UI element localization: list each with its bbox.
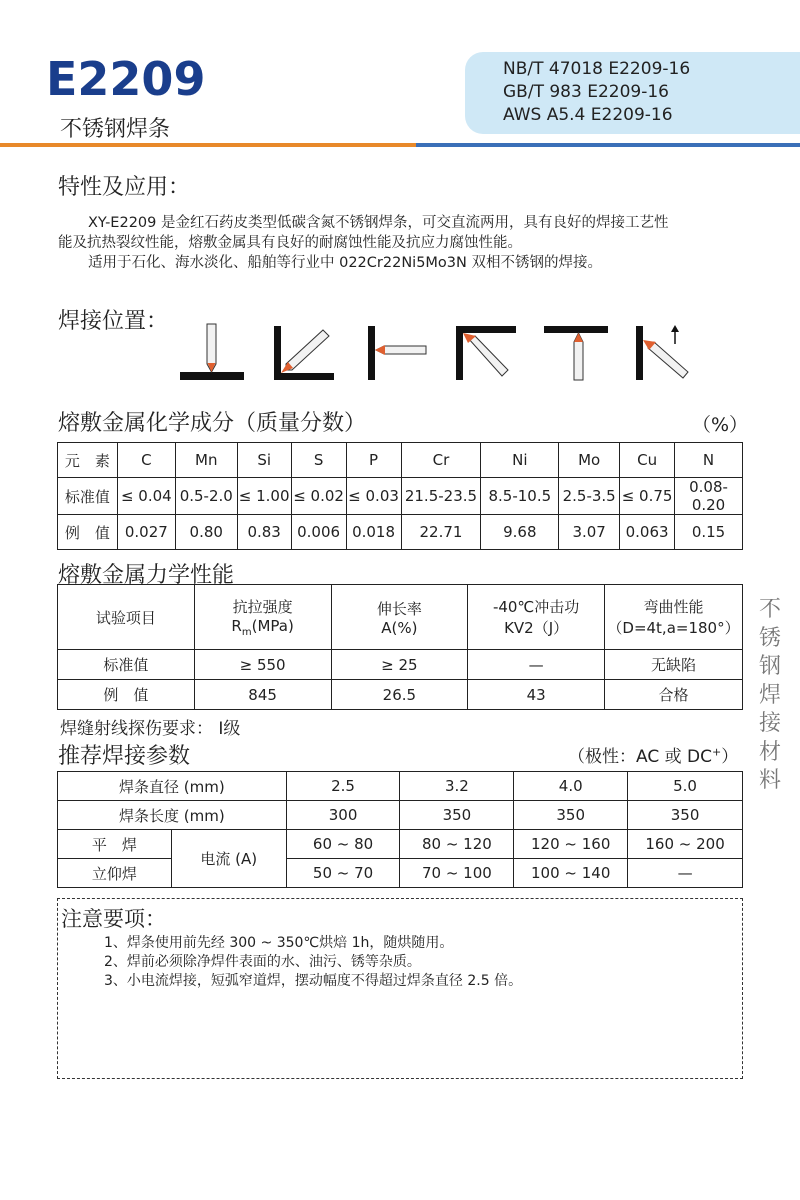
side-category-label bbox=[756, 596, 784, 796]
table-cell: 350 bbox=[514, 801, 628, 830]
table-row bbox=[58, 478, 743, 515]
table-cell: P bbox=[346, 443, 401, 478]
flat-position-icon bbox=[180, 324, 244, 380]
table-cell: 3.2 bbox=[400, 772, 514, 801]
polarity-text: （极性：AC 或 DC bbox=[568, 747, 712, 767]
table-cell: 120 ~ 160 bbox=[514, 830, 628, 859]
table-cell: Mo bbox=[559, 443, 620, 478]
xray-requirement: 焊缝射线探伤要求： Ⅰ级 bbox=[60, 719, 241, 739]
note-item: 1、焊条使用前先经 300 ~ 350℃烘焙 1h，随烘随用。 bbox=[104, 935, 454, 951]
row-header: 平 焊 bbox=[58, 830, 172, 859]
row-header: 标准值 bbox=[58, 650, 195, 680]
polarity-close: ） bbox=[721, 747, 739, 767]
table-cell: 0.006 bbox=[291, 515, 346, 550]
column-header: 试验项目 bbox=[58, 585, 195, 650]
side-char: 材 bbox=[758, 739, 781, 765]
vertical-up-position-icon bbox=[636, 325, 688, 380]
chemical-composition-table bbox=[57, 442, 743, 550]
header-line: A(%) bbox=[381, 618, 418, 637]
notes-box bbox=[57, 898, 743, 1079]
features-paragraph-line: XY-E2209 是金红石药皮类型低碳含氮不锈钢焊条，可交直流两用，具有良好的焊接工艺性 bbox=[88, 215, 669, 231]
table-cell: 80 ~ 120 bbox=[400, 830, 514, 859]
table-row bbox=[58, 515, 743, 550]
current-label-cell: 电流 (A) bbox=[171, 830, 286, 888]
table-cell: Mn bbox=[175, 443, 237, 478]
standards-box bbox=[465, 52, 800, 134]
row-header: 标准值 bbox=[58, 478, 118, 515]
side-char: 不 bbox=[758, 597, 781, 622]
table-cell: ≤ 0.02 bbox=[291, 478, 346, 515]
horizontal-fillet-position-icon bbox=[274, 326, 334, 380]
header-line bbox=[195, 617, 331, 638]
table-cell: ≤ 0.75 bbox=[620, 478, 675, 515]
table-cell: Si bbox=[237, 443, 291, 478]
column-header bbox=[605, 585, 743, 650]
positions-heading: 焊接位置： bbox=[58, 309, 169, 334]
table-cell: — bbox=[468, 650, 605, 680]
side-char: 焊 bbox=[758, 682, 781, 708]
table-cell: 43 bbox=[468, 680, 605, 710]
table-cell: 60 ~ 80 bbox=[286, 830, 400, 859]
table-row bbox=[58, 680, 743, 710]
table-cell: — bbox=[628, 859, 743, 888]
table-row bbox=[58, 801, 743, 830]
column-header bbox=[194, 585, 331, 650]
header-line: 抗拉强度 bbox=[232, 598, 293, 616]
unit: (MPa) bbox=[251, 617, 294, 635]
table-cell: 0.80 bbox=[175, 515, 237, 550]
table-cell: 0.83 bbox=[237, 515, 291, 550]
row-header: 焊条直径 (mm) bbox=[58, 772, 287, 801]
table-cell: 9.68 bbox=[481, 515, 559, 550]
table-cell: 50 ~ 70 bbox=[286, 859, 400, 888]
table-row bbox=[58, 650, 743, 680]
features-heading: 特性及应用： bbox=[58, 175, 191, 200]
table-cell: 845 bbox=[194, 680, 331, 710]
table-cell: 22.71 bbox=[401, 515, 481, 550]
table-cell: 0.08-0.20 bbox=[675, 478, 743, 515]
table-cell: 0.027 bbox=[117, 515, 175, 550]
table-cell: 3.07 bbox=[559, 515, 620, 550]
table-row bbox=[58, 859, 743, 888]
standard-line: AWS A5.4 E2209-16 bbox=[503, 105, 673, 125]
table-cell: C bbox=[117, 443, 175, 478]
side-char: 料 bbox=[758, 768, 781, 793]
side-char: 锈 bbox=[758, 625, 781, 651]
header-line: 伸长率 bbox=[376, 599, 422, 618]
header-line: -40℃冲击功 bbox=[492, 598, 580, 616]
column-header bbox=[468, 585, 605, 650]
table-cell: 0.5-2.0 bbox=[175, 478, 237, 515]
table-cell: Ni bbox=[481, 443, 559, 478]
welding-position-icons bbox=[178, 322, 698, 384]
table-cell: 2.5 bbox=[286, 772, 400, 801]
product-subtitle: 不锈钢焊条 bbox=[60, 117, 171, 142]
percent-unit: （%） bbox=[692, 414, 749, 436]
table-cell: 350 bbox=[400, 801, 514, 830]
table-cell: ≤ 1.00 bbox=[237, 478, 291, 515]
header-divider bbox=[0, 143, 800, 147]
table-cell: 100 ~ 140 bbox=[514, 859, 628, 888]
table-cell: 21.5-23.5 bbox=[401, 478, 481, 515]
table-cell: 300 bbox=[286, 801, 400, 830]
table-cell: 160 ~ 200 bbox=[628, 830, 743, 859]
chemical-heading: 熔敷金属化学成分（质量分数） bbox=[58, 411, 367, 436]
notes-title: 注意要项： bbox=[61, 907, 166, 931]
table-row bbox=[58, 443, 743, 478]
overhead-fillet-position-icon bbox=[456, 326, 516, 380]
table-row bbox=[58, 772, 743, 801]
horizontal-position-icon bbox=[368, 326, 426, 380]
header-line: 弯曲性能 bbox=[643, 598, 704, 616]
row-header: 立仰焊 bbox=[58, 859, 172, 888]
side-char: 钢 bbox=[758, 654, 781, 679]
features-application-line: 适用于石化、海水淡化、船舶等行业中 022Cr22Ni5Mo3N 双相不锈钢的焊接。 bbox=[88, 255, 602, 271]
table-cell: 0.018 bbox=[346, 515, 401, 550]
standard-line: NB/T 47018 E2209-16 bbox=[503, 59, 691, 79]
features-paragraph-line: 能及抗热裂纹性能，熔敷金属具有良好的耐腐蚀性能及抗应力腐蚀性能。 bbox=[58, 235, 522, 251]
subscript: m bbox=[241, 627, 252, 638]
note-item: 3、小电流焊接，短弧窄道焊，摆动幅度不得超过焊条直径 2.5 倍。 bbox=[104, 973, 523, 989]
table-row bbox=[58, 585, 743, 650]
row-header: 例 值 bbox=[58, 680, 195, 710]
mechanical-heading: 熔敷金属力学性能 bbox=[58, 563, 235, 588]
table-cell: 8.5-10.5 bbox=[481, 478, 559, 515]
side-char: 接 bbox=[758, 711, 781, 736]
row-header: 例 值 bbox=[58, 515, 118, 550]
table-row bbox=[58, 830, 743, 859]
table-cell: 4.0 bbox=[514, 772, 628, 801]
table-cell: 无缺陷 bbox=[605, 650, 743, 680]
product-code-title: E2209 bbox=[46, 52, 206, 106]
row-header: 元 素 bbox=[58, 443, 118, 478]
table-cell: ≥ 25 bbox=[331, 650, 468, 680]
header-line: KV2（J） bbox=[504, 619, 569, 637]
table-cell: Cu bbox=[620, 443, 675, 478]
column-header bbox=[331, 585, 468, 650]
table-cell: ≤ 0.03 bbox=[346, 478, 401, 515]
table-cell: 70 ~ 100 bbox=[400, 859, 514, 888]
header-line: （D=4t,a=180°） bbox=[607, 619, 740, 637]
table-cell: 350 bbox=[628, 801, 743, 830]
table-cell: 0.063 bbox=[620, 515, 675, 550]
table-cell: 26.5 bbox=[331, 680, 468, 710]
table-cell: 2.5-3.5 bbox=[559, 478, 620, 515]
table-cell: Cr bbox=[401, 443, 481, 478]
table-cell: ≥ 550 bbox=[194, 650, 331, 680]
row-header: 焊条长度 (mm) bbox=[58, 801, 287, 830]
mechanical-properties-table bbox=[57, 584, 743, 710]
welding-parameters-table bbox=[57, 771, 743, 888]
note-item: 2、焊前必须除净焊件表面的水、油污、锈等杂质。 bbox=[104, 954, 421, 970]
table-cell: 0.15 bbox=[675, 515, 743, 550]
table-cell: 5.0 bbox=[628, 772, 743, 801]
table-cell: ≤ 0.04 bbox=[117, 478, 175, 515]
polarity-sup: + bbox=[711, 745, 722, 759]
table-cell: 合格 bbox=[605, 680, 743, 710]
overhead-position-icon bbox=[544, 326, 608, 380]
table-cell: S bbox=[291, 443, 346, 478]
polarity-note bbox=[568, 742, 738, 767]
symbol: R bbox=[231, 617, 242, 635]
standard-line: GB/T 983 E2209-16 bbox=[503, 82, 669, 102]
params-heading: 推荐焊接参数 bbox=[58, 744, 191, 769]
table-cell: N bbox=[675, 443, 743, 478]
